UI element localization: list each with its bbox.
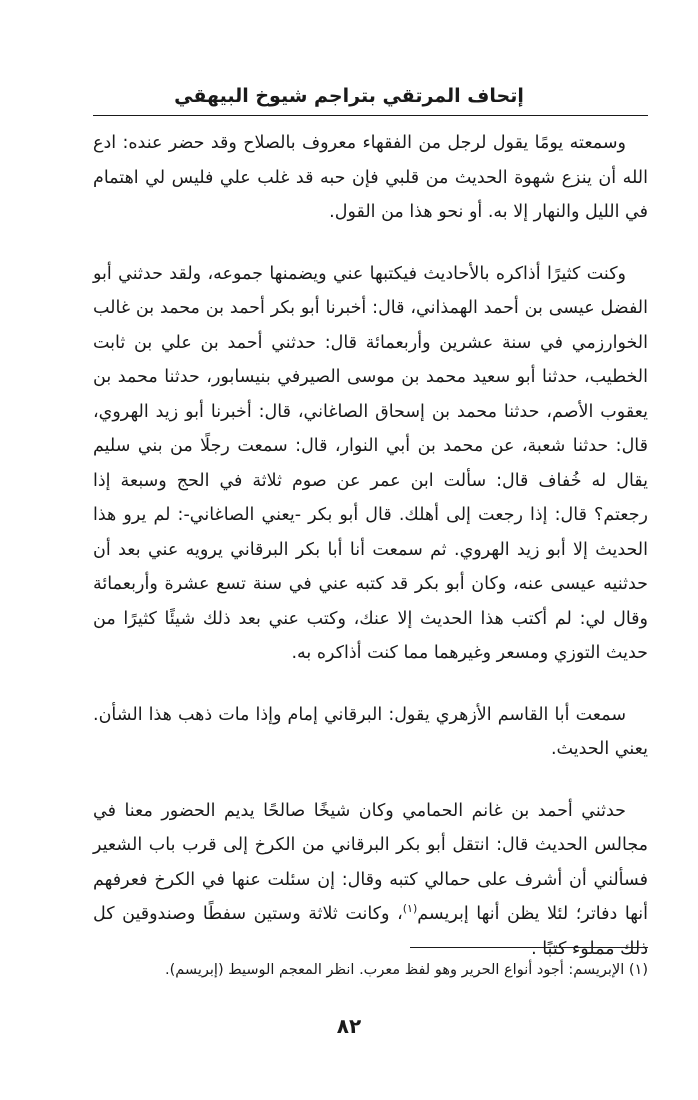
- paragraph-1-text: وسمعته يومًا يقول لرجل من الفقهاء معروف بالصلاح وقد حضر عنده: ادع الله أن ينزع شهوة الحديث من قلبي فإن حبه قد غلب علي فليس لي اهتمام في الليل والنهار إلا به. أو نحو هذا من القول.: [93, 133, 648, 222]
- paragraph-2: [93, 257, 648, 671]
- paragraph-1: [93, 126, 648, 230]
- paragraph-2-text: وكنت كثيرًا أذاكره بالأحاديث فيكتبها عني ويضمنها جموعه، ولقد حدثني أبو الفضل عيسى بن أحمد الهمذاني، قال: أخبرنا أبو بكر أحمد بن محمد بن غالب الخوارزمي في سنة عشرين وأربعمائة قال: حدثني أحمد بن علي بن ثابت الخطيب، حدثنا أبو سعيد محمد بن موسى الصيرفي بنيسابور، حدثنا محمد بن يعقوب الأصم، حدثنا محمد بن إسحاق الصاغاني، قال: أخبرنا أبو زيد الهروي، قال: حدثنا شعبة، عن محمد بن أبي النوار، قال: سمعت رجلًا من بني سليم يقال له خُفاف قال: سألت ابن عمر عن صوم ثلاثة في الحج وسبعة إذا رجعتم؟ قال: إذا رجعت إلى أهلك. قال أبو بكر -يعني الصاغاني-: لم يرو هذا الحديث إلا أبو زيد الهروي. ثم سمعت أنا أبا بكر البرقاني يرويه عني بعد أن حدثنيه عيسى عنه، وكان أبو بكر قد كتبه عني في سنة تسع عشرة وأربعمائة وقال لي: لم أكتب هذا الحديث إلا عنك، وكتب عني بعد ذلك شيئًا كثيرًا من حديث التوزي ومسعر وغيرهما مما كنت أذاكره به.: [93, 263, 648, 663]
- paragraph-4: [93, 794, 648, 967]
- paragraph-4-text: حدثني أحمد بن غانم الحمامي وكان شيخًا صالحًا يديم الحضور معنا في مجالس الحديث قال: انتقل أبو بكر البرقاني من الكرخ إلى قرب باب الشعير فسألني أن أشرف على حمالي كتبه وقال: إن سئلت عنها في الكرخ فعرفهم أنها دفاتر؛ لئلا يظن أنها إبريسم: [93, 800, 648, 924]
- running-header: إتحاف المرتقي بتراجم شيوخ البيهقي: [174, 85, 524, 107]
- footnote-ref[interactable]: (١): [402, 902, 418, 916]
- footnote-rule: [410, 947, 648, 948]
- page-number: ٨٢: [336, 1014, 362, 1038]
- paragraph-3: [93, 698, 648, 767]
- header-rule: [93, 115, 648, 116]
- paragraph-4-tail: ، وكانت ثلاثة وستين سفطًا وصندوقين كل ذلك مملوء كتبًا .: [93, 904, 648, 959]
- paragraph-3-text: سمعت أبا القاسم الأزهري يقول: البرقاني إمام وإذا مات ذهب هذا الشأن. يعني الحديث.: [93, 704, 648, 759]
- page-body: [93, 126, 648, 966]
- footnote: (١) الإبريسم: أجود أنواع الحرير وهو لفظ معرب. انظر المعجم الوسيط (إبريسم).: [165, 962, 648, 978]
